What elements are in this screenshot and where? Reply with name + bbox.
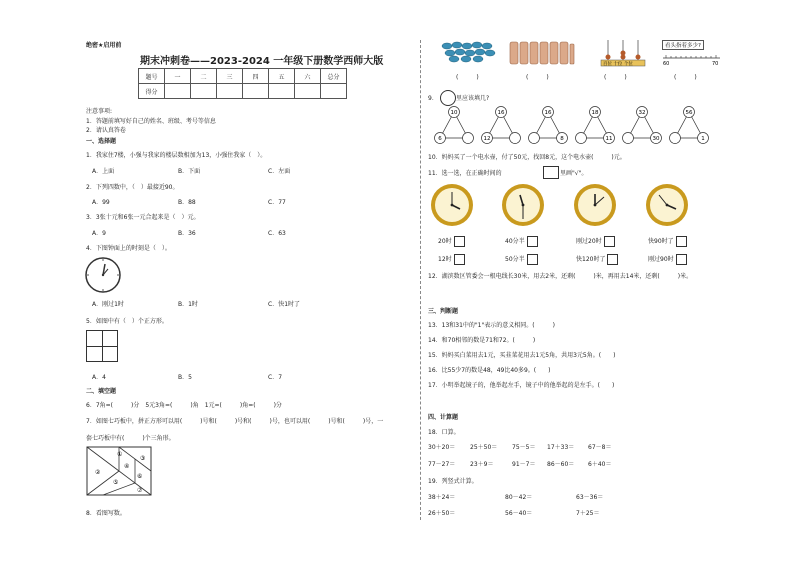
tangram-label: ⑦	[137, 487, 143, 494]
clock-option-label: 50分半	[505, 256, 525, 263]
clock-option-label: 12时	[438, 256, 452, 263]
answer-blank[interactable]: ( )	[604, 74, 627, 81]
bond-number: 56	[685, 110, 693, 116]
clock-icon	[501, 183, 545, 227]
vertical-calc-item: 38＋24＝	[428, 494, 456, 501]
note-item: 1．答题前填写好自己的姓名、班级、考号等信息	[86, 118, 216, 125]
vertical-calc-item: 80－42＝	[505, 494, 533, 501]
score-cell[interactable]	[191, 84, 217, 99]
question-17: 17．小明举起镜子的，他举起左手，镜子中的他举起的是左手。( )	[428, 382, 615, 389]
answer-blank[interactable]: ( )	[456, 74, 479, 81]
notes-head: 注意事项:	[86, 108, 113, 115]
bond-number: 10	[450, 110, 458, 116]
option-a[interactable]: A．上面	[92, 168, 115, 175]
oral-item: 30＋20＝	[428, 444, 456, 451]
check-box[interactable]	[607, 254, 618, 265]
oral-item: 25＋50＝	[470, 444, 498, 451]
score-head-cell: 三	[217, 69, 243, 84]
question-1: 1．我家住7楼，小强与我家的楼层数相加为13，小强住我家（ ）。	[86, 152, 267, 159]
score-head-cell: 四	[243, 69, 269, 84]
score-table	[138, 68, 347, 99]
score-head-cell: 总分	[321, 69, 347, 84]
abacus-label: 百位 十位 个位	[603, 62, 633, 67]
section-calc-head: 四、计算题	[428, 414, 459, 421]
question-2: 2．下列四数中，（ ）最接近90。	[86, 184, 179, 191]
question-9-text: 里应该填几?	[456, 95, 490, 102]
section-judge-head: 三、判断题	[428, 308, 459, 315]
score-cell[interactable]	[165, 84, 191, 99]
score-cell[interactable]	[243, 84, 269, 99]
note-item: 2．请认真答卷	[86, 127, 126, 134]
clock-option-label: 刚过90时	[648, 256, 674, 263]
question-12: 12．湖滨数区管委会一根电线长30米，用去2米，还剩( )米，再用去14米，还剩( )米。	[428, 273, 693, 280]
section-choice-head: 一、选择题	[86, 138, 117, 145]
ruler-tick-label: 70	[712, 61, 719, 66]
clock-icon	[573, 183, 617, 227]
question-7: 7．如图七巧板中，拼正方形可以用( )号和( )号和( )号，也可以用( )号和( )号，一	[86, 418, 384, 425]
exam-title: 期末冲刺卷——2023-2024 一年级下册数学西师大版	[140, 56, 384, 67]
bond-circle	[510, 133, 521, 144]
score-head-cell: 题号	[139, 69, 165, 84]
clock-option-label: 快90时了	[648, 238, 674, 245]
section-fill-head: 二、填空题	[86, 388, 117, 395]
bond-circle	[670, 133, 681, 144]
score-head-cell: 二	[191, 69, 217, 84]
bond-number: 30	[652, 136, 660, 142]
oral-item: 91－7＝	[512, 461, 536, 468]
score-cell[interactable]	[321, 84, 347, 99]
check-box[interactable]	[527, 236, 538, 247]
clock-option-label: 20时	[438, 238, 452, 245]
question-6: 6．7角=( )分 5元3角=( )角 1元=( )角=( )分	[86, 402, 282, 409]
bond-circle	[529, 133, 540, 144]
clock-option-label: 40分半	[505, 238, 525, 245]
answer-blank[interactable]: ( )	[526, 74, 549, 81]
question-4: 4．下图钟面上的时刻是（ ）。	[86, 245, 171, 252]
option-b[interactable]: B．5	[178, 374, 192, 381]
circle-blank	[440, 90, 456, 106]
question-13: 13．13和31中的"1"表示的意义相同。( )	[428, 322, 555, 329]
tangram-label: ⑤	[113, 479, 119, 486]
answer-blank[interactable]: ( )	[674, 74, 697, 81]
bond-number: 12	[483, 136, 491, 142]
tangram-label: ④	[124, 463, 130, 470]
bond-circle	[623, 133, 634, 144]
score-head-cell: 一	[165, 69, 191, 84]
vertical-calc-item: 7＋25＝	[576, 510, 600, 517]
clock-option-label: 快120时了	[576, 256, 606, 263]
score-row-label: 得分	[139, 84, 165, 99]
bond-number: 16	[497, 110, 505, 116]
check-box[interactable]	[527, 254, 538, 265]
option-b[interactable]: B．1时	[178, 301, 198, 308]
bond-number: 1	[701, 136, 705, 142]
option-a[interactable]: A．4	[92, 374, 106, 381]
oral-item: 86－60＝	[547, 461, 575, 468]
option-a[interactable]: A．刚过1时	[92, 301, 124, 308]
rect-blank	[543, 166, 559, 179]
question-8: 8．看图写数。	[86, 510, 126, 517]
question-11: 11．选一选，在正确时间的	[428, 170, 502, 177]
clock-option-label: 刚过20时	[576, 238, 602, 245]
oral-item: 6＋40＝	[588, 461, 612, 468]
bond-number: 18	[591, 110, 599, 116]
vertical-calc-item: 26＋50＝	[428, 510, 456, 517]
abacus-picture	[600, 38, 646, 68]
bond-number: 16	[544, 110, 552, 116]
option-a[interactable]: A．99	[92, 199, 110, 206]
question-14: 14．和70相邻的数是71和72。( )	[428, 337, 536, 344]
oral-item: 17＋33＝	[547, 444, 575, 451]
option-a[interactable]: A．9	[92, 230, 106, 237]
score-head-cell: 五	[269, 69, 295, 84]
tangram-label: ②	[95, 469, 101, 476]
tangram-label: ①	[117, 451, 123, 458]
question-18: 18．口算。	[428, 429, 460, 436]
tangram-label: ⑥	[137, 473, 143, 480]
vertical-calc-item: 63－36＝	[576, 494, 604, 501]
question-7-cont: 套七巧板中有( )个三角形。	[86, 435, 175, 442]
check-box[interactable]	[604, 236, 615, 247]
vertical-calc-item: 56－40＝	[505, 510, 533, 517]
question-3: 3．3张十元和6张一元合起来是（ ）元。	[86, 214, 200, 221]
question-11-text: 里画"√"。	[560, 170, 588, 177]
tangram-figure	[86, 446, 152, 496]
secret-label: 绝密★启用前	[86, 42, 122, 49]
question-5: 5．如图中有（ ）个正方形。	[86, 318, 168, 325]
number-ruler	[660, 52, 722, 66]
bond-number: 6	[438, 136, 442, 142]
score-cell[interactable]	[295, 84, 321, 99]
clock-icon	[430, 183, 474, 227]
clock-icon	[84, 256, 122, 294]
coins-picture	[440, 40, 496, 64]
option-c[interactable]: C．快1时了	[268, 301, 301, 308]
bond-number: 8	[560, 136, 564, 142]
option-b[interactable]: B．36	[178, 230, 196, 237]
option-c[interactable]: C．左面	[268, 168, 291, 175]
bond-circle	[576, 133, 587, 144]
oral-item: 23＋9＝	[470, 461, 494, 468]
question-15: 15．妈妈买白菜用去1元，买韭菜花用去1元5角，共用3元5角。( )	[428, 352, 616, 359]
option-b[interactable]: B．下面	[178, 168, 201, 175]
column-divider	[420, 40, 421, 520]
ruler-question-label: 看头指着多少?	[662, 40, 704, 50]
number-bond-row	[428, 106, 718, 146]
check-box[interactable]	[454, 236, 465, 247]
option-c[interactable]: C．63	[268, 230, 286, 237]
score-head-cell: 六	[295, 69, 321, 84]
question-19: 19．列竖式计算。	[428, 478, 478, 485]
ruler-tick-label: 60	[663, 61, 670, 66]
clock-icon	[645, 183, 689, 227]
bond-circle	[463, 133, 474, 144]
score-cell[interactable]	[217, 84, 243, 99]
oral-item: 75－5＝	[512, 444, 536, 451]
check-box[interactable]	[676, 236, 687, 247]
question-16: 16．比55少7的数是48，49比40多9。( )	[428, 367, 551, 374]
bond-number: 11	[605, 136, 613, 142]
option-c[interactable]: C．77	[268, 199, 286, 206]
score-cell[interactable]	[269, 84, 295, 99]
square-grid-figure	[86, 330, 118, 362]
check-box[interactable]	[676, 254, 687, 265]
oral-item: 67－8＝	[588, 444, 612, 451]
question-10: 10．妈妈买了一个电水壶，付了50元，找回8元，这个电水壶( )元。	[428, 154, 626, 161]
question-9: 9．	[428, 95, 438, 102]
option-c[interactable]: C．7	[268, 374, 283, 381]
sticks-picture	[508, 40, 576, 66]
oral-item: 77－27＝	[428, 461, 456, 468]
option-b[interactable]: B．88	[178, 199, 196, 206]
bond-number: 32	[638, 110, 646, 116]
tangram-label: ③	[140, 455, 146, 462]
check-box[interactable]	[454, 254, 465, 265]
